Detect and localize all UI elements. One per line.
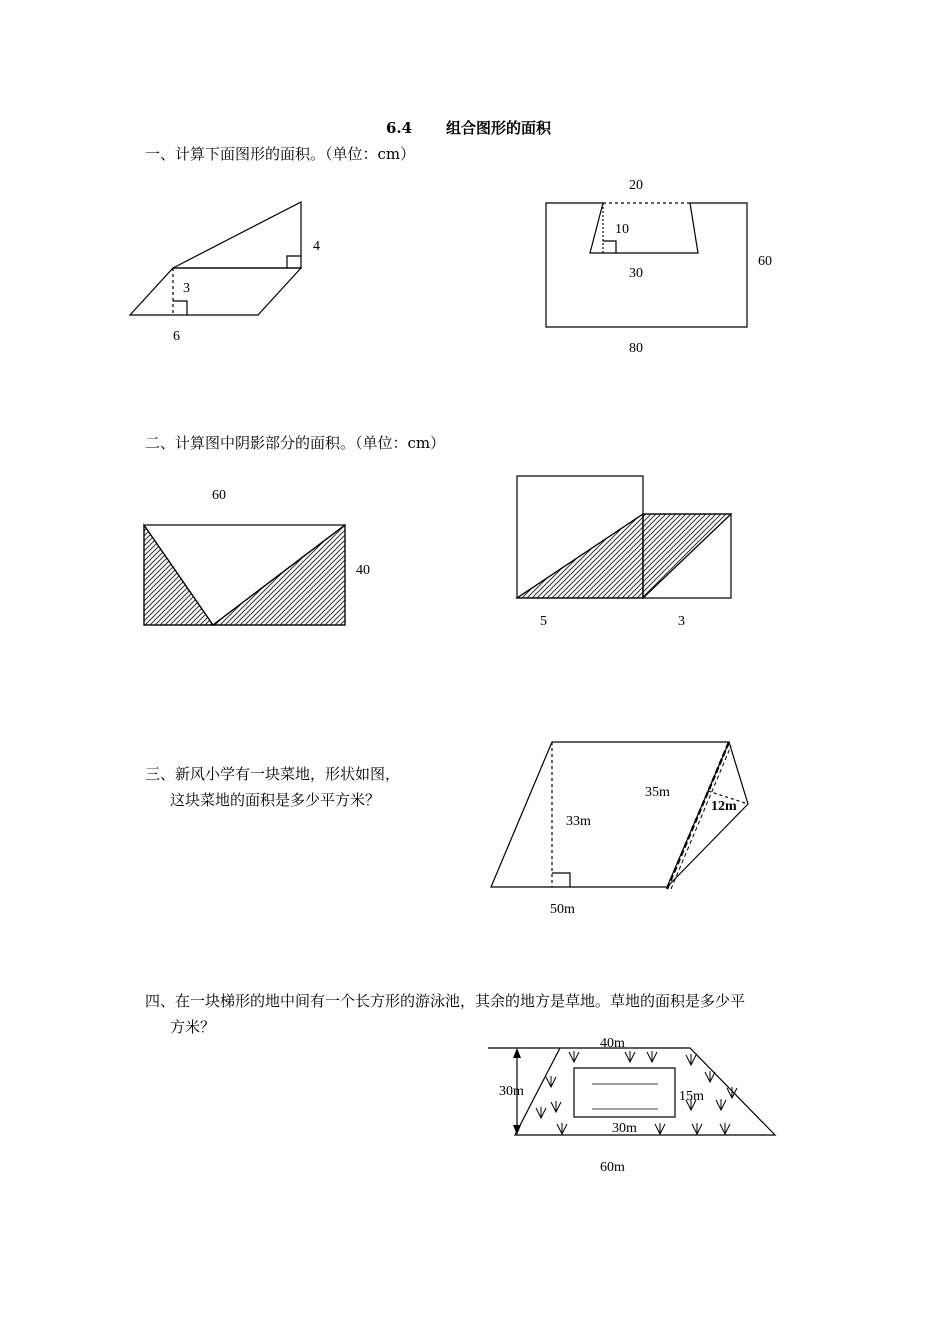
q4-label-60m: 60m (600, 1160, 625, 1175)
q4-label-30m-pool: 30m (612, 1121, 637, 1136)
q3-prompt-line1: 三、新风小学有一块菜地，形状如图， (145, 765, 401, 783)
grass-mark (625, 1051, 635, 1062)
q1a-label-6: 6 (173, 329, 180, 344)
q1-fig-b (546, 203, 747, 327)
grass-mark (647, 1051, 657, 1062)
q4-prompt-line1: 四、在一块梯形的地中间有一个长方形的游泳池，其余的地方是草地。草地的面积是多少平 (145, 992, 746, 1010)
q1a-label-4: 4 (313, 239, 320, 254)
q2-fig-a (144, 525, 345, 625)
q1a-triangle (173, 202, 301, 268)
q4-label-30m-height: 30m (499, 1084, 524, 1099)
q2b-label-3: 3 (678, 614, 685, 629)
q2a-label-60: 60 (212, 488, 226, 503)
q1-prompt: 一、计算下面图形的面积。（单位：cm） (145, 145, 416, 163)
q1a-right-angle-bottom (173, 301, 187, 315)
q3-fig (491, 742, 748, 889)
q1a-label-3: 3 (183, 281, 190, 296)
q2-fig-b (517, 476, 731, 598)
q1b-label-80: 80 (629, 341, 643, 356)
q1-fig-a (130, 202, 301, 315)
grass-mark (569, 1051, 579, 1062)
q3-label-50m: 50m (550, 902, 575, 917)
grass-mark (655, 1123, 665, 1134)
grass-mark (716, 1099, 726, 1110)
grass-mark (557, 1123, 567, 1134)
q3-label-12m: 12m (711, 799, 737, 814)
q3-right-angle (552, 873, 570, 887)
q4-label-40m: 40m (600, 1036, 625, 1051)
q4-label-15m: 15m (679, 1089, 704, 1104)
q1b-outline (546, 203, 747, 327)
page-title: 组合图形的面积 (446, 119, 552, 137)
grass-mark (686, 1054, 696, 1065)
grass-mark (546, 1076, 556, 1087)
q4-arrow-up (513, 1048, 521, 1058)
q3-triangle (667, 742, 748, 887)
q1b-label-30: 30 (629, 266, 643, 281)
q4-arrow-down (513, 1125, 521, 1135)
q3-label-35m: 35m (645, 785, 670, 800)
grass-mark (727, 1087, 737, 1098)
q2b-label-5: 5 (540, 614, 547, 629)
title-number: 6.4 (386, 119, 413, 137)
q4-pool (574, 1068, 675, 1117)
grass-mark (536, 1107, 546, 1118)
q1a-right-angle-right (287, 256, 301, 268)
q1b-notch (590, 203, 698, 253)
q4-trapezoid (515, 1048, 775, 1135)
q4-prompt-line2: 方米？ (170, 1018, 216, 1036)
q2a-label-40: 40 (356, 563, 370, 578)
grass-mark (720, 1123, 730, 1134)
q1b-label-60: 60 (758, 254, 772, 269)
q3-prompt-line2: 这块菜地的面积是多少平方米？ (170, 791, 381, 809)
q3-shared-side-dashed-2 (671, 746, 731, 889)
q1a-parallelogram (130, 268, 301, 315)
q1b-right-angle (603, 241, 616, 253)
q1b-label-20: 20 (629, 178, 643, 193)
q3-label-33m: 33m (566, 814, 591, 829)
grass-mark (551, 1101, 561, 1112)
q3-parallelogram (491, 742, 729, 887)
q2-prompt: 二、计算图中阴影部分的面积。（单位：cm） (145, 434, 446, 452)
q1b-label-10: 10 (615, 222, 629, 237)
grass-mark (692, 1123, 702, 1134)
